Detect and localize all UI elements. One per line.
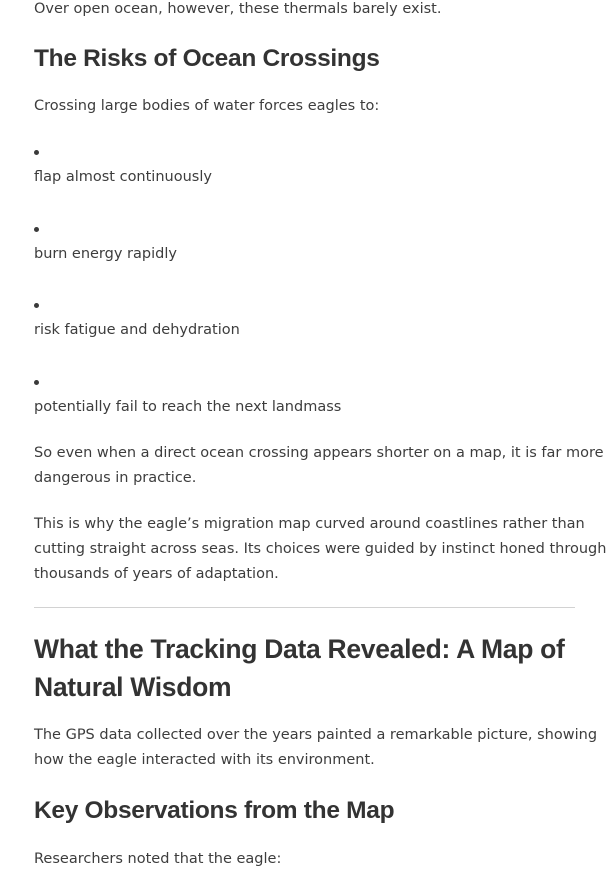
- heading-tracking-data-line-1: What the Tracking Data Revealed: A Map of: [34, 634, 565, 664]
- paragraph-coastlines-line-1: This is why the eagle’s migration map curved around coastlines rather than: [34, 516, 585, 532]
- heading-tracking-data-line-2: Natural Wisdom: [34, 672, 232, 702]
- paragraph-intro-tail: Over open ocean, however, these thermals barely exist.: [34, 1, 442, 17]
- paragraph-gps-line-2: how the eagle interacted with its environment.: [34, 752, 375, 768]
- list-item-burn-energy: burn energy rapidly: [34, 246, 177, 262]
- bullet-dot: [34, 150, 39, 155]
- bullet-dot: [34, 303, 39, 308]
- paragraph-risks-intro: Crossing large bodies of water forces eagles to:: [34, 98, 380, 114]
- paragraph-direct-crossing-line-2: dangerous in practice.: [34, 470, 197, 486]
- list-item-flap: flap almost continuously: [34, 169, 212, 185]
- paragraph-direct-crossing-line-1: So even when a direct ocean crossing appears shorter on a map, it is far more: [34, 445, 604, 461]
- paragraph-gps-line-1: The GPS data collected over the years painted a remarkable picture, showing: [34, 727, 598, 743]
- section-divider: [34, 607, 575, 608]
- list-item-fail-landmass: potentially fail to reach the next landmass: [34, 399, 342, 415]
- paragraph-coastlines-line-3: thousands of years of adaptation.: [34, 566, 279, 582]
- bullet-dot: [34, 380, 39, 385]
- paragraph-coastlines-line-2: cutting straight across seas. Its choices were guided by instinct honed through: [34, 541, 607, 557]
- bullet-dot: [34, 227, 39, 232]
- paragraph-observations-intro: Researchers noted that the eagle:: [34, 851, 282, 867]
- heading-risks-of-ocean-crossings: The Risks of Ocean Crossings: [34, 45, 380, 72]
- heading-key-observations: Key Observations from the Map: [34, 797, 395, 824]
- list-item-fatigue: risk fatigue and dehydration: [34, 322, 240, 338]
